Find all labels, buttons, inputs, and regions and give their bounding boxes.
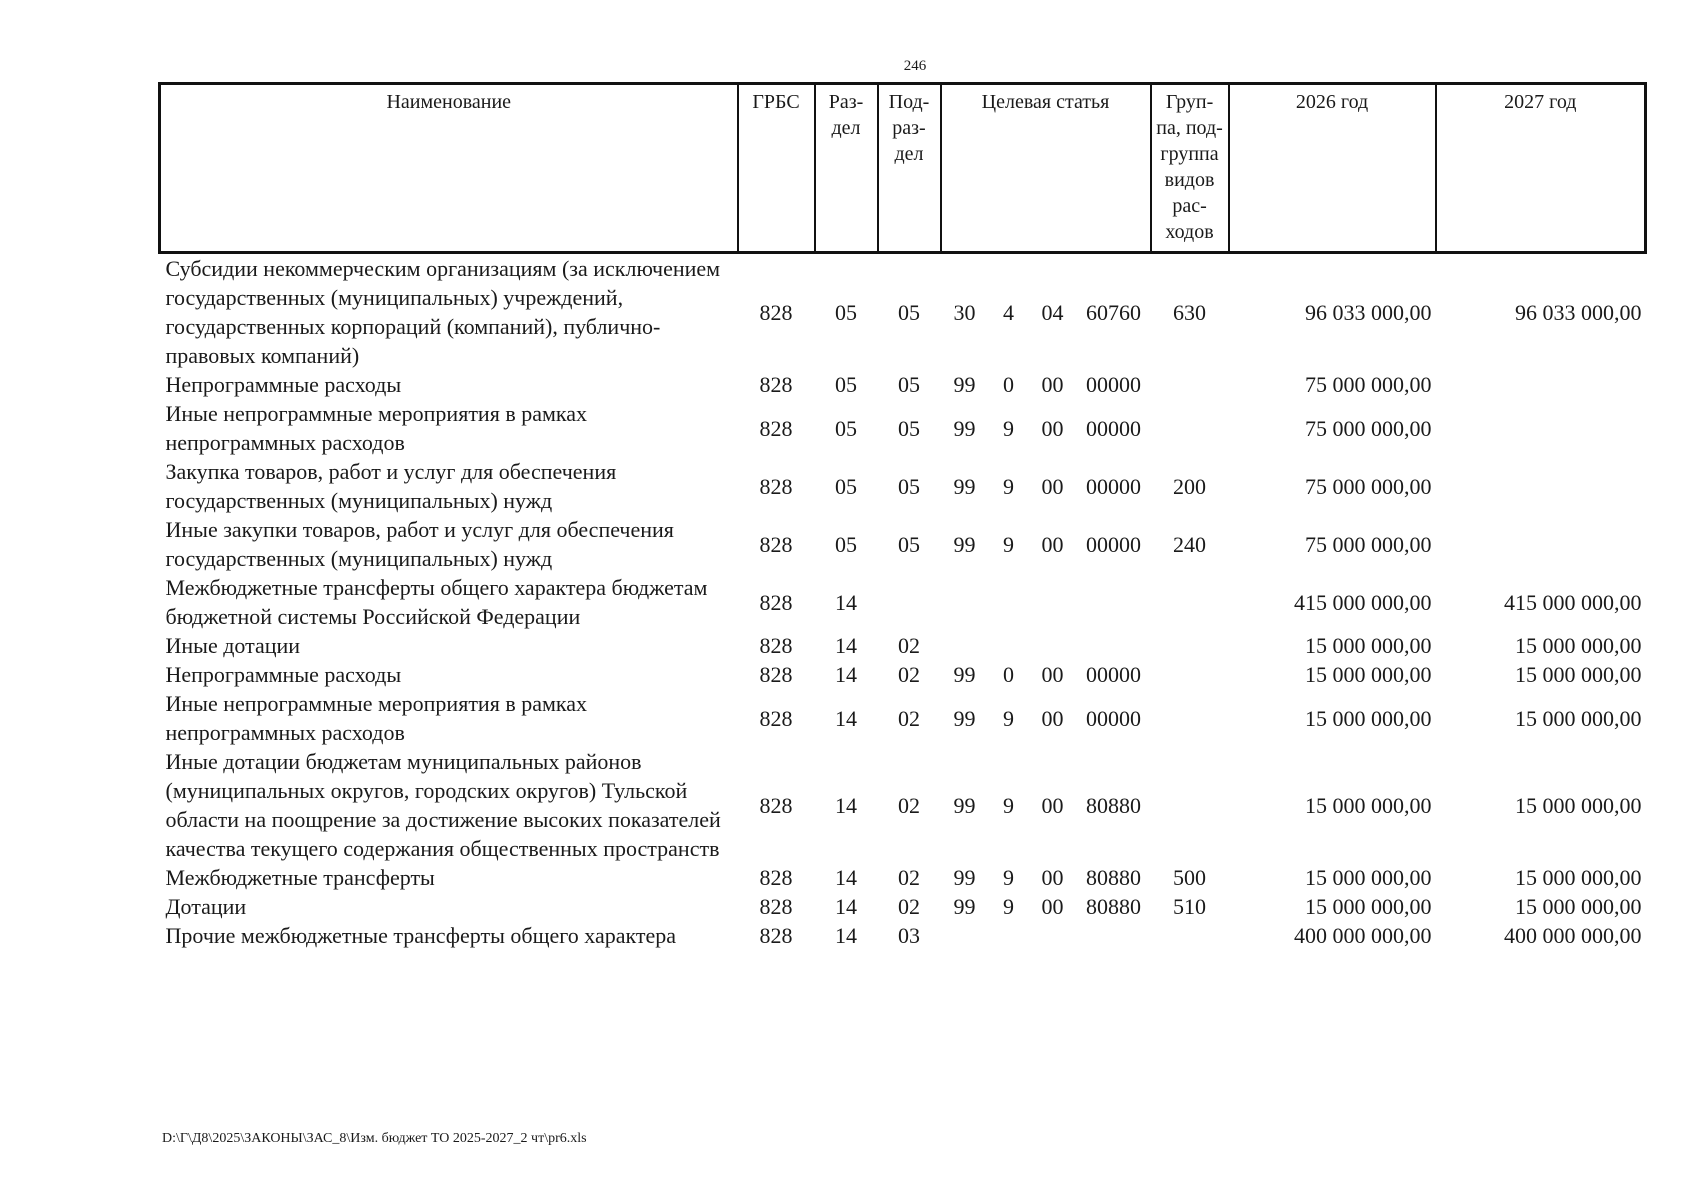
cell-cs-element: 00 xyxy=(1041,415,1064,441)
cell-name: Прочие межбюджетные трансферты общего характера xyxy=(165,923,677,948)
cell-cs-program xyxy=(941,573,989,631)
cell-amount-2026: 75 000 000,00 xyxy=(1305,473,1432,499)
cell-name: Непрограммные расходы xyxy=(165,662,402,687)
cell-podrazdel: 02 xyxy=(898,894,920,919)
cell-grbs: 828 xyxy=(759,705,793,731)
cell-name: Непрограммные расходы xyxy=(165,372,402,397)
cell-podrazdel: 02 xyxy=(898,705,920,731)
cell-cs-direction: 00000 xyxy=(1086,372,1142,397)
cell-amount-2027: 15 000 000,00 xyxy=(1515,894,1642,919)
cell-amount-2027: 15 000 000,00 xyxy=(1515,865,1642,890)
cell-amount-2026: 15 000 000,00 xyxy=(1305,792,1432,818)
cell-razdel: 05 xyxy=(835,299,857,325)
cell-podrazdel: 02 xyxy=(898,792,920,818)
cell-vid-rashodov xyxy=(1151,573,1229,631)
cell-grbs: 828 xyxy=(759,923,793,948)
cell-cs-direction: 60760 xyxy=(1086,299,1142,325)
table-row xyxy=(160,457,1646,515)
cell-cs-direction: 00000 xyxy=(1086,415,1142,441)
cell-cs-program xyxy=(941,631,989,660)
cell-vid-rashodov xyxy=(1151,689,1229,747)
table-row xyxy=(160,747,1646,863)
cell-cs-element: 00 xyxy=(1041,531,1064,557)
cell-amount-2026: 75 000 000,00 xyxy=(1305,415,1432,441)
cell-amount-2026: 75 000 000,00 xyxy=(1305,531,1432,557)
cell-cs-element: 00 xyxy=(1041,894,1064,919)
table-body xyxy=(160,253,1646,951)
cell-vid-rashodov: 200 xyxy=(1173,473,1207,499)
table-row xyxy=(160,660,1646,689)
cell-amount-2026: 75 000 000,00 xyxy=(1305,372,1432,397)
cell-grbs: 828 xyxy=(759,865,793,890)
header-name: Наименование xyxy=(160,84,738,253)
cell-cs-direction: 80880 xyxy=(1086,792,1142,818)
cell-razdel: 14 xyxy=(835,705,857,731)
cell-cs-direction: 00000 xyxy=(1086,705,1142,731)
table-row xyxy=(160,863,1646,892)
cell-name: Субсидии некоммерческим организациям (за исключением государственных (муниципальных) учреждений, государственных корпораций (компаний), публично-правовых компаний) xyxy=(165,256,721,368)
header-podrazdel: Под- раз- дел xyxy=(878,84,941,253)
cell-amount-2027: 96 033 000,00 xyxy=(1515,299,1642,325)
table-row xyxy=(160,370,1646,399)
cell-grbs: 828 xyxy=(759,473,793,499)
cell-amount-2027: 15 000 000,00 xyxy=(1515,633,1642,658)
cell-cs-element xyxy=(1029,573,1077,631)
cell-cs-program: 99 xyxy=(953,894,976,919)
cell-razdel: 14 xyxy=(835,662,857,687)
cell-grbs: 828 xyxy=(759,372,793,397)
cell-razdel: 14 xyxy=(835,923,857,948)
header-gruppa-vidov: Груп- па, под- группа видов рас- ходов xyxy=(1151,84,1229,253)
cell-vid-rashodov xyxy=(1151,399,1229,457)
cell-cs-type: 4 xyxy=(1003,299,1014,325)
table-row xyxy=(160,892,1646,921)
cell-name: Иные дотации xyxy=(165,633,301,658)
cell-amount-2027: 15 000 000,00 xyxy=(1515,705,1642,731)
cell-razdel: 05 xyxy=(835,473,857,499)
cell-cs-element xyxy=(1029,921,1077,950)
table-row xyxy=(160,399,1646,457)
cell-name: Иные непрограммные мероприятия в рамках непрограммных расходов xyxy=(165,401,588,455)
header-year-2027: 2027 год xyxy=(1436,84,1646,253)
cell-cs-direction xyxy=(1077,573,1151,631)
cell-amount-2027 xyxy=(1436,370,1646,399)
cell-amount-2026: 15 000 000,00 xyxy=(1305,865,1432,890)
cell-grbs: 828 xyxy=(759,589,793,615)
cell-cs-program: 99 xyxy=(953,415,976,441)
cell-cs-program xyxy=(941,921,989,950)
cell-razdel: 14 xyxy=(835,633,857,658)
cell-cs-type: 9 xyxy=(1003,894,1014,919)
header-grbs: ГРБС xyxy=(738,84,815,253)
cell-cs-program: 99 xyxy=(953,531,976,557)
table-header xyxy=(160,84,1646,253)
cell-razdel: 14 xyxy=(835,792,857,818)
cell-vid-rashodov xyxy=(1151,370,1229,399)
cell-cs-direction: 80880 xyxy=(1086,865,1142,890)
cell-grbs: 828 xyxy=(759,894,793,919)
cell-vid-rashodov: 630 xyxy=(1173,299,1207,325)
header-tselevaya-statya: Целевая статья xyxy=(941,84,1151,253)
cell-name: Иные закупки товаров, работ и услуг для обеспечения государственных (муниципальных) нужд xyxy=(165,517,674,571)
cell-cs-type: 9 xyxy=(1003,415,1014,441)
cell-cs-element xyxy=(1029,631,1077,660)
cell-cs-type xyxy=(989,921,1029,950)
cell-cs-type: 9 xyxy=(1003,473,1014,499)
cell-cs-direction xyxy=(1077,631,1151,660)
cell-podrazdel: 02 xyxy=(898,865,920,890)
cell-amount-2026: 400 000 000,00 xyxy=(1294,923,1432,948)
cell-cs-element: 04 xyxy=(1041,299,1064,325)
cell-vid-rashodov xyxy=(1151,660,1229,689)
cell-name: Иные непрограммные мероприятия в рамках непрограммных расходов xyxy=(165,691,588,745)
cell-cs-element: 00 xyxy=(1041,865,1064,890)
cell-amount-2026: 96 033 000,00 xyxy=(1305,299,1432,325)
cell-cs-program: 99 xyxy=(953,662,976,687)
table-row xyxy=(160,515,1646,573)
cell-razdel: 05 xyxy=(835,531,857,557)
cell-grbs: 828 xyxy=(759,662,793,687)
cell-podrazdel: 02 xyxy=(898,633,920,658)
cell-cs-type: 9 xyxy=(1003,792,1014,818)
cell-amount-2027: 15 000 000,00 xyxy=(1515,792,1642,818)
cell-amount-2027: 15 000 000,00 xyxy=(1515,662,1642,687)
cell-vid-rashodov xyxy=(1151,631,1229,660)
cell-cs-direction: 00000 xyxy=(1086,531,1142,557)
cell-amount-2026: 15 000 000,00 xyxy=(1305,705,1432,731)
cell-grbs: 828 xyxy=(759,299,793,325)
cell-vid-rashodov xyxy=(1151,921,1229,950)
cell-name: Дотации xyxy=(165,894,247,919)
cell-podrazdel xyxy=(878,573,941,631)
cell-podrazdel: 05 xyxy=(898,531,920,557)
cell-amount-2026: 15 000 000,00 xyxy=(1305,633,1432,658)
cell-razdel: 05 xyxy=(835,415,857,441)
footer-file-path: D:\Г\Д8\2025\ЗАКОНЫ\ЗАС_8\Изм. бюджет ТО 2025-2027_2 чт\pr6.xls xyxy=(162,1131,587,1146)
header-razdel: Раз- дел xyxy=(815,84,878,253)
cell-cs-type xyxy=(989,573,1029,631)
cell-cs-type: 9 xyxy=(1003,865,1014,890)
cell-cs-program: 30 xyxy=(953,299,976,325)
cell-amount-2027 xyxy=(1436,515,1646,573)
cell-grbs: 828 xyxy=(759,792,793,818)
cell-cs-program: 99 xyxy=(953,705,976,731)
cell-cs-type: 0 xyxy=(1003,372,1014,397)
cell-cs-element: 00 xyxy=(1041,662,1064,687)
table-row xyxy=(160,573,1646,631)
cell-cs-direction xyxy=(1077,921,1151,950)
cell-podrazdel: 05 xyxy=(898,299,920,325)
cell-amount-2026: 415 000 000,00 xyxy=(1294,589,1432,615)
cell-podrazdel: 05 xyxy=(898,473,920,499)
cell-grbs: 828 xyxy=(759,531,793,557)
cell-podrazdel: 05 xyxy=(898,415,920,441)
cell-cs-direction: 00000 xyxy=(1086,662,1142,687)
cell-razdel: 14 xyxy=(835,894,857,919)
cell-cs-element: 00 xyxy=(1041,372,1064,397)
cell-cs-direction: 80880 xyxy=(1086,894,1142,919)
cell-grbs: 828 xyxy=(759,415,793,441)
cell-cs-direction: 00000 xyxy=(1086,473,1142,499)
budget-sheet xyxy=(158,82,1644,950)
cell-name: Межбюджетные трансферты общего характера бюджетам бюджетной системы Российской Федерации xyxy=(165,575,708,629)
cell-cs-element: 00 xyxy=(1041,705,1064,731)
cell-name: Межбюджетные трансферты xyxy=(165,865,435,890)
table-row xyxy=(160,631,1646,660)
cell-cs-program: 99 xyxy=(953,372,976,397)
cell-cs-element: 00 xyxy=(1041,473,1064,499)
cell-name: Закупка товаров, работ и услуг для обеспечения государственных (муниципальных) нужд xyxy=(165,459,617,513)
cell-razdel: 05 xyxy=(835,372,857,397)
cell-amount-2027: 400 000 000,00 xyxy=(1504,923,1642,948)
table-row xyxy=(160,921,1646,950)
header-year-2026: 2026 год xyxy=(1229,84,1436,253)
cell-vid-rashodov: 240 xyxy=(1173,531,1207,557)
cell-vid-rashodov xyxy=(1151,747,1229,863)
cell-amount-2027 xyxy=(1436,399,1646,457)
budget-table xyxy=(158,82,1647,950)
cell-cs-type xyxy=(989,631,1029,660)
cell-vid-rashodov: 510 xyxy=(1173,894,1207,919)
cell-cs-element: 00 xyxy=(1041,792,1064,818)
cell-cs-program: 99 xyxy=(953,865,976,890)
cell-vid-rashodov: 500 xyxy=(1173,865,1207,890)
cell-podrazdel: 02 xyxy=(898,662,920,687)
page-number: 246 xyxy=(903,58,927,74)
cell-name: Иные дотации бюджетам муниципальных районов (муниципальных округов, городских округов) Тульской области на поощрение за достижение высоких показателей качества текущего содержания общественных пространств xyxy=(165,749,721,861)
cell-podrazdel: 05 xyxy=(898,372,920,397)
cell-amount-2027: 415 000 000,00 xyxy=(1504,589,1642,615)
cell-razdel: 14 xyxy=(835,865,857,890)
cell-cs-program: 99 xyxy=(953,473,976,499)
cell-cs-type: 0 xyxy=(1003,662,1014,687)
cell-podrazdel: 03 xyxy=(898,923,920,948)
cell-amount-2027 xyxy=(1436,457,1646,515)
cell-grbs: 828 xyxy=(759,633,793,658)
cell-razdel: 14 xyxy=(835,589,857,615)
cell-amount-2026: 15 000 000,00 xyxy=(1305,662,1432,687)
table-row xyxy=(160,253,1646,371)
table-row xyxy=(160,689,1646,747)
cell-cs-type: 9 xyxy=(1003,705,1014,731)
cell-amount-2026: 15 000 000,00 xyxy=(1305,894,1432,919)
cell-cs-type: 9 xyxy=(1003,531,1014,557)
cell-cs-program: 99 xyxy=(953,792,976,818)
